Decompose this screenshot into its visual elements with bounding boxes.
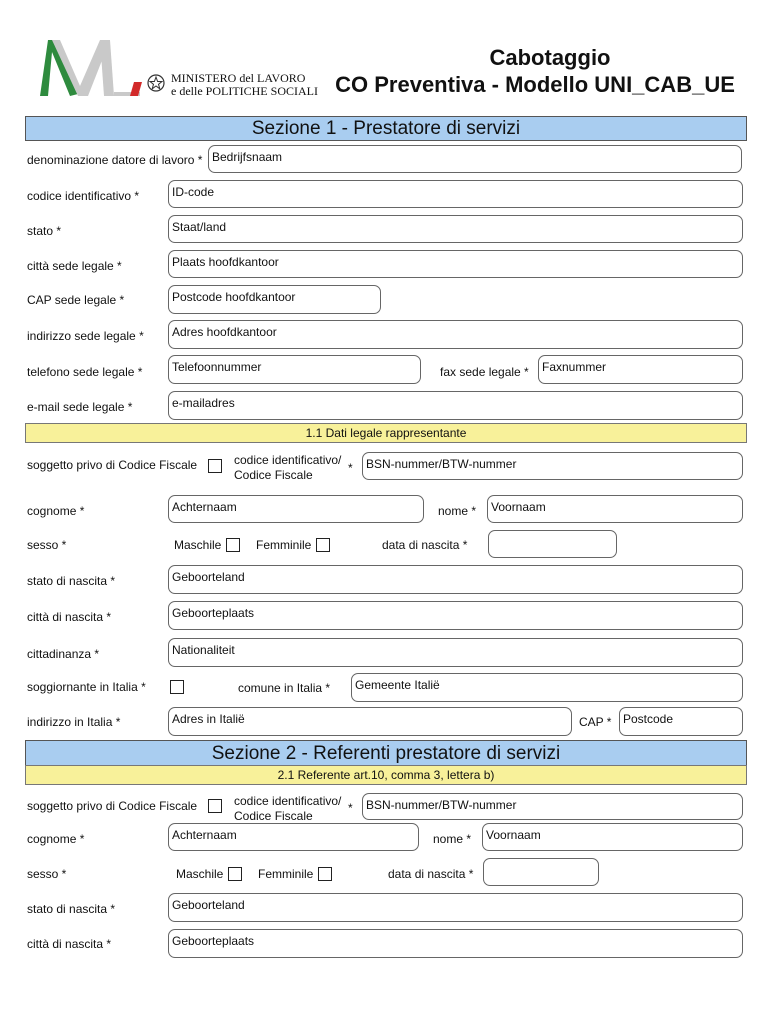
italian-emblem-icon (146, 72, 166, 94)
maschile-checkbox[interactable] (226, 538, 240, 552)
form-subtitle: CO Preventiva - Modello UNI_CAB_UE (335, 72, 735, 97)
ref-codice-cf-label-line1: codice identificativo/ (234, 794, 342, 808)
citta-sede-label: città sede legale * (27, 259, 122, 273)
soggiornante-label: soggiornante in Italia * (27, 680, 146, 694)
cittadinanza-field[interactable]: Nationaliteit (168, 638, 743, 667)
fax-field[interactable]: Faxnummer (538, 355, 743, 384)
section-1-header: Sezione 1 - Prestatore di servizi (25, 116, 747, 141)
ref-maschile-checkbox[interactable] (228, 867, 242, 881)
cognome-label: cognome * (27, 504, 85, 518)
ref-stato-nascita-label: stato di nascita * (27, 902, 116, 916)
cognome-field[interactable]: Achternaam (168, 495, 424, 523)
nome-label: nome * (438, 504, 477, 518)
ref-nome-label: nome * (433, 832, 472, 846)
nome-field[interactable]: Voornaam (487, 495, 743, 523)
ref-cognome-field[interactable]: Achternaam (168, 823, 419, 851)
maschile-label: Maschile (174, 538, 222, 552)
indirizzo-italia-field[interactable]: Adres in Italië (168, 707, 572, 736)
codice-identificativo-field[interactable]: ID-code (168, 180, 743, 208)
cap-italia-field[interactable]: Postcode (619, 707, 743, 736)
indirizzo-italia-label: indirizzo in Italia * (27, 715, 121, 729)
section-2-header: Sezione 2 - Referenti prestatore di servizi (25, 740, 747, 766)
citta-sede-field[interactable]: Plaats hoofdkantoor (168, 250, 743, 278)
soggiornante-checkbox[interactable] (170, 680, 184, 694)
ref-data-nascita-field[interactable] (483, 858, 599, 886)
sesso-label: sesso * (27, 538, 67, 552)
comune-field[interactable]: Gemeente Italië (351, 673, 743, 702)
citta-nascita-label: città di nascita * (27, 610, 112, 624)
citta-nascita-field[interactable]: Geboorteplaats (168, 601, 743, 630)
ref-maschile-label: Maschile (176, 867, 224, 881)
ref-nome-field[interactable]: Voornaam (482, 823, 743, 851)
ministry-name-line1: MINISTERO del LAVORO (171, 71, 306, 85)
denominazione-label: denominazione datore di lavoro * (27, 153, 203, 167)
fax-label: fax sede legale * (440, 365, 529, 379)
ref-femminile-label: Femminile (258, 867, 314, 881)
codice-cf-asterisk: * (348, 461, 353, 475)
privo-cf-checkbox[interactable] (208, 459, 222, 473)
stato-field[interactable]: Staat/land (168, 215, 743, 243)
ministry-m-logo-icon (38, 34, 148, 98)
telefono-label: telefono sede legale * (27, 365, 143, 379)
email-field[interactable]: e-mailadres (168, 391, 743, 420)
stato-nascita-label: stato di nascita * (27, 574, 116, 588)
cittadinanza-label: cittadinanza * (27, 647, 100, 661)
stato-nascita-field[interactable]: Geboorteland (168, 565, 743, 594)
data-nascita-field[interactable] (488, 530, 617, 558)
ref-codice-cf-field[interactable]: BSN-nummer/BTW-nummer (362, 793, 743, 820)
ref-cognome-label: cognome * (27, 832, 85, 846)
ref-sesso-label: sesso * (27, 867, 67, 881)
denominazione-field[interactable]: Bedrijfsnaam (208, 145, 742, 173)
ref-femminile-checkbox[interactable] (318, 867, 332, 881)
ref-privo-cf-label: soggetto privo di Codice Fiscale (27, 799, 198, 813)
email-label: e-mail sede legale * (27, 400, 133, 414)
ref-citta-nascita-field[interactable]: Geboorteplaats (168, 929, 743, 958)
codice-cf-field[interactable]: BSN-nummer/BTW-nummer (362, 452, 743, 480)
ministry-name-line2: e delle POLITICHE SOCIALI (171, 84, 318, 98)
form-title: Cabotaggio (489, 45, 611, 70)
comune-label: comune in Italia * (238, 681, 331, 695)
privo-cf-label: soggetto privo di Codice Fiscale (27, 458, 198, 472)
ref-citta-nascita-label: città di nascita * (27, 937, 112, 951)
indirizzo-sede-field[interactable]: Adres hoofdkantoor (168, 320, 743, 349)
ref-codice-cf-label-line2: Codice Fiscale (234, 809, 313, 823)
ref-stato-nascita-field[interactable]: Geboorteland (168, 893, 743, 922)
cap-italia-label: CAP * (579, 715, 612, 729)
codice-cf-label-line1: codice identificativo/ (234, 453, 342, 467)
codice-identificativo-label: codice identificativo * (27, 189, 140, 203)
section-1-1-header: 1.1 Dati legale rappresentante (25, 423, 747, 443)
ref-privo-cf-checkbox[interactable] (208, 799, 222, 813)
indirizzo-sede-label: indirizzo sede legale * (27, 329, 144, 343)
femminile-checkbox[interactable] (316, 538, 330, 552)
cap-sede-label: CAP sede legale * (27, 293, 125, 307)
data-nascita-label: data di nascita * (382, 538, 468, 552)
ref-data-nascita-label: data di nascita * (388, 867, 474, 881)
femminile-label: Femminile (256, 538, 312, 552)
ref-codice-cf-asterisk: * (348, 801, 353, 815)
section-2-1-header: 2.1 Referente art.10, comma 3, lettera b) (25, 765, 747, 785)
cap-sede-field[interactable]: Postcode hoofdkantoor (168, 285, 381, 314)
codice-cf-label-line2: Codice Fiscale (234, 468, 313, 482)
telefono-field[interactable]: Telefoonnummer (168, 355, 421, 384)
stato-label: stato * (27, 224, 62, 238)
